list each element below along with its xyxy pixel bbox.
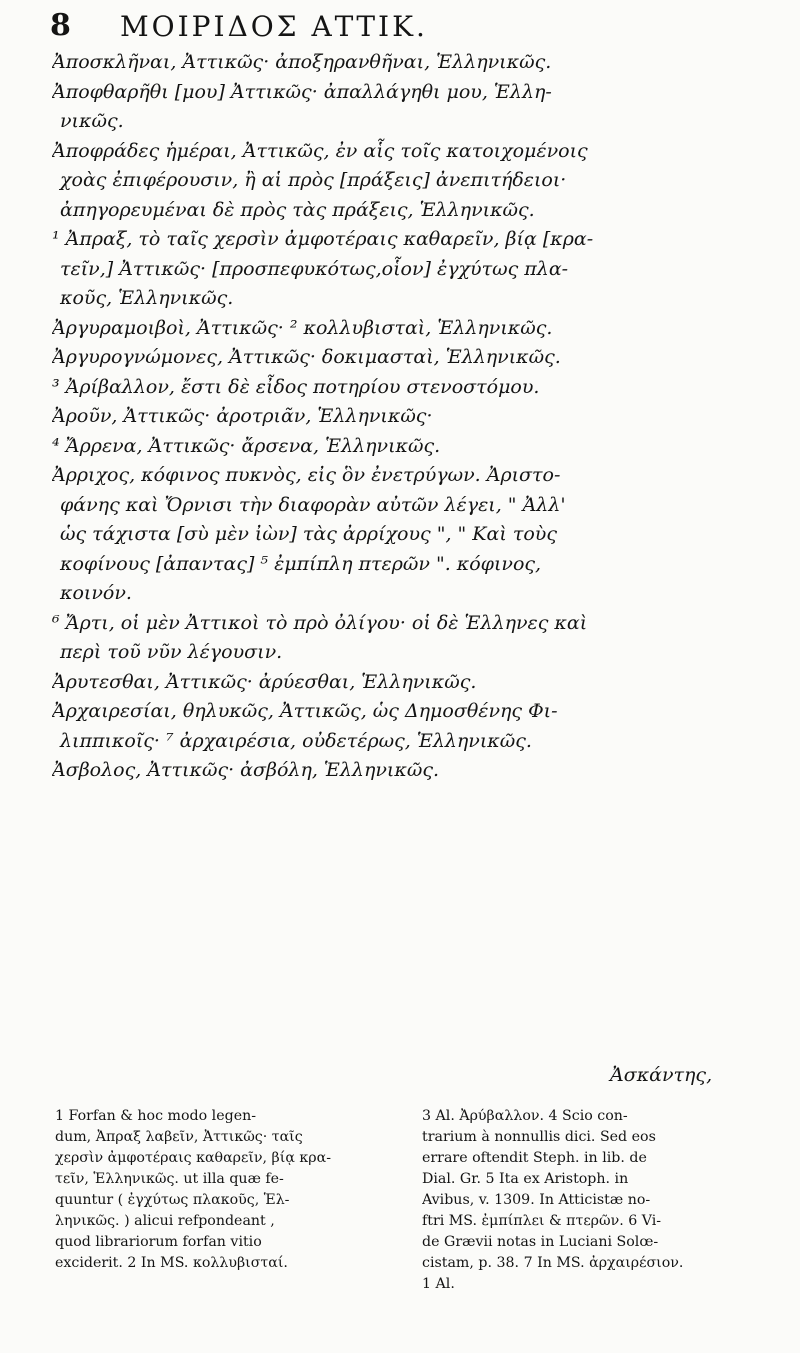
footnote-line: Dial. Gr. 5 Ita ex Aristoph. in	[422, 1171, 629, 1187]
running-title: ΜΟΙΡΙΔΟΣ ΑΤΤΙΚ.	[120, 10, 428, 43]
text-line: λιππικοῖς· ⁷ ἀρχαιρέσια, οὐδετέρως, Ἑλληνικῶς.	[60, 729, 532, 752]
text-line: χοὰς ἐπιφέρουσιν, ἢ αἱ πρὸς [πράξεις] ἀνεπιτήδειοι·	[60, 169, 567, 191]
text-line: ³ Ἀρίβαλλον, ἔστι δὲ εἶδος ποτηρίου στενοστόμου.	[52, 375, 540, 398]
footnote-line: de Grævii notas in Luciani Solœ-	[422, 1234, 659, 1250]
footnote-line: cistam, p. 38. 7 In MS. ἀρχαιρέσιον.	[422, 1255, 684, 1271]
footnote-line: 1 Forfan & hoc modo legen-	[55, 1108, 257, 1124]
footnote-line: quod librariorum forfan vitio	[55, 1234, 262, 1250]
catchword: Ἀσκάντης,	[610, 1064, 713, 1086]
footnote-line: quuntur ( ἐγχύτως πλακοῦς, Ἑλ-	[55, 1192, 290, 1208]
text-line: περὶ τοῦ νῦν λέγουσιν.	[60, 641, 283, 663]
text-line: νικῶς.	[60, 110, 124, 132]
page-header	[50, 8, 770, 48]
footnote-line: 3 Al. Ἀρύβαλλον. 4 Scio con-	[422, 1108, 628, 1124]
footnote-line: errare oftendit Steph. in lib. de	[422, 1150, 647, 1166]
text-line: κοινόν.	[60, 582, 132, 604]
page-number: 8	[50, 8, 71, 43]
footnotes-left-column	[55, 1106, 400, 1274]
footnote-line: 1 Al.	[422, 1276, 455, 1292]
text-line: ⁶ Ἄρτι, οἱ μὲν Ἀττικοὶ τὸ πρὸ ὀλίγου· οἱ δὲ Ἑλληνες καὶ	[52, 611, 588, 634]
footnote-line: ληνικῶς. ) alicui refpondeant ,	[55, 1213, 275, 1229]
text-line: Ἀροῦν, Ἀττικῶς· ἀροτριᾶν, Ἑλληνικῶς·	[52, 405, 433, 427]
footnote-line: τεῖν, Ἑλληνικῶς. ut illa quæ fe-	[55, 1171, 284, 1187]
footnote-line: trarium à nonnullis dici. Sed eos	[422, 1129, 656, 1145]
footnote-line: ftri MS. ἐμπίπλει & πτερῶν. 6 Vi-	[422, 1213, 662, 1229]
footnote-line: Avibus, v. 1309. In Atticistæ no-	[422, 1192, 651, 1208]
text-line: ὡς τάχιστα [σὺ μὲν ἰὼν] τὰς ἀρρίχους ", " Καὶ τοὺς	[60, 523, 557, 545]
text-line: κοῦς, Ἑλληνικῶς.	[60, 287, 234, 309]
footnote-line: exciderit. 2 In MS. κολλυβισταί.	[55, 1255, 288, 1271]
footnotes-right-column	[422, 1106, 767, 1295]
text-line: Ἀποσκλῆναι, Ἀττικῶς· ἀποξηρανθῆναι, Ἑλληνικῶς.	[52, 51, 552, 73]
glossary-text	[52, 48, 768, 786]
text-line: φάνης καὶ Ὄρνισι τὴν διαφορὰν αὐτῶν λέγει, " Ἀλλ'	[60, 493, 566, 516]
footnote-line: χερσὶν ἀμφοτέραις καθαρεῖν, βίᾳ κρα-	[55, 1150, 331, 1166]
text-line: ⁴ Ἄρρενα, Ἀττικῶς· ἄρσενα, Ἑλληνικῶς.	[52, 434, 441, 457]
text-line: Ἀποφθαρῆθι [μου] Ἀττικῶς· ἀπαλλάγηθι μου, Ἑλλη-	[52, 80, 552, 103]
text-line: τεῖν,] Ἀττικῶς· [προσπεφυκότως,οἷον] ἐγχύτως πλα-	[60, 257, 569, 280]
text-line: κοφίνους [ἀπαντας] ⁵ ἐμπίπλη πτερῶν ". κόφινος,	[60, 552, 542, 575]
text-line: Ἀρυτεσθαι, Ἀττικῶς· ἀρύεσθαι, Ἑλληνικῶς.	[52, 670, 477, 693]
text-line: ¹ Ἀπραξ, τὸ ταῖς χερσὶν ἀμφοτέραις καθαρεῖν, βίᾳ [κρα-	[52, 228, 594, 250]
text-line: Ἀργυρογνώμονες, Ἀττικῶς· δοκιμασταὶ, Ἑλληνικῶς.	[52, 346, 561, 368]
text-line: Ἀποφράδες ἡμέραι, Ἀττικῶς, ἐν αἷς τοῖς κατοιχομένοις	[52, 139, 588, 162]
text-line: Ἀργυραμοιβοὶ, Ἀττικῶς· ² κολλυβισταὶ, Ἑλληνικῶς.	[52, 316, 553, 339]
text-line: Ἀρχαιρεσίαι, θηλυκῶς, Ἀττικῶς, ὡς Δημοσθένης Φι-	[52, 700, 558, 722]
text-line: Ἀσβολος, Ἀττικῶς· ἀσβόλη, Ἑλληνικῶς.	[52, 759, 439, 781]
text-line: Ἀρριχος, κόφινος πυκνὸς, εἰς ὃν ἐνετρύγων. Ἀριστο-	[52, 464, 561, 486]
text-line: ἀπηγορευμέναι δὲ πρὸς τὰς πράξεις, Ἑλληνικῶς.	[60, 198, 535, 221]
footnote-line: dum, Ἀπραξ λαβεῖν, Ἀττικῶς· ταῖς	[55, 1129, 303, 1145]
